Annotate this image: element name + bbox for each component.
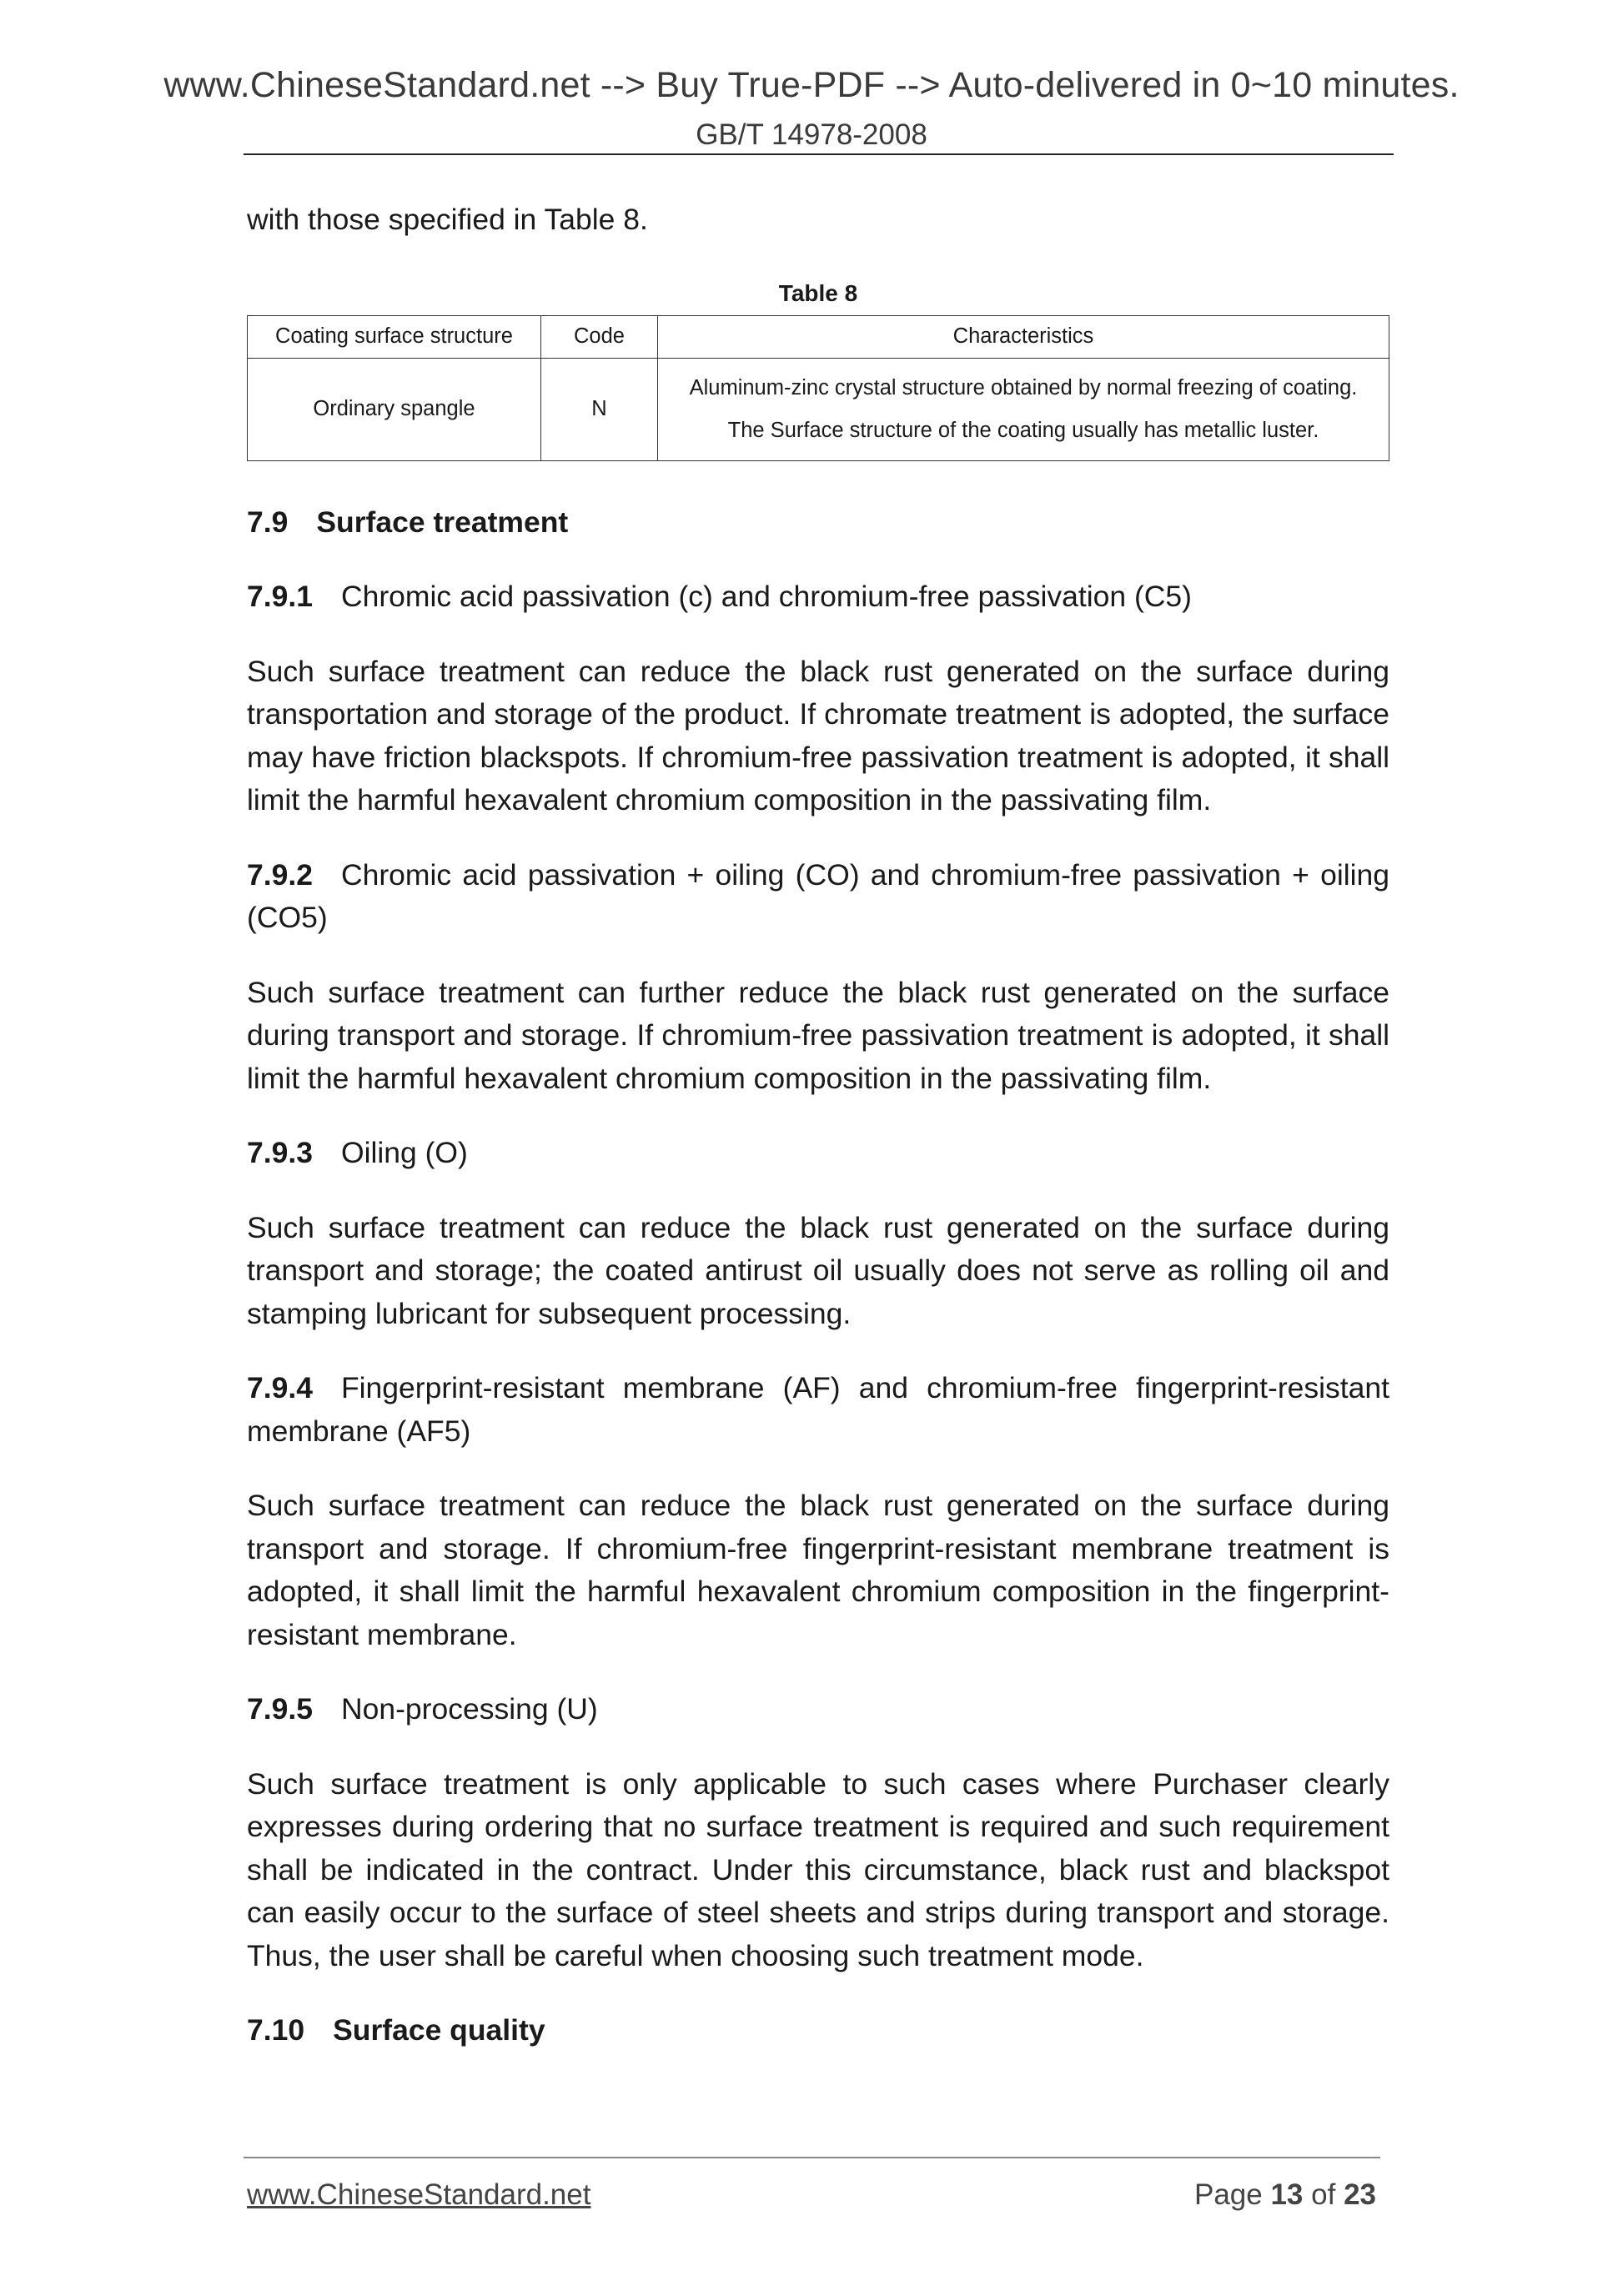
section-number: 7.9.1 xyxy=(247,580,313,613)
section-title: Chromic acid passivation + oiling (CO) and chromium-free passivation + oiling (CO5) xyxy=(247,857,1389,934)
column-header: Code xyxy=(541,315,658,358)
section-body: Such surface treatment can reduce the black rust generated on the surface during transport and storage. If chromium-free fingerprint-resistant membrane treatment is adopted, it shall limit the harmful hexavalent chromium composition in the fingerprint-resistant membrane. xyxy=(247,1489,1389,1651)
page-current: 13 xyxy=(1270,2178,1304,2211)
column-header: Characteristics xyxy=(658,315,1389,358)
table-cell-characteristics xyxy=(658,358,1389,460)
section-heading-7-9-4 xyxy=(247,1367,1389,1453)
section-number: 7.10 xyxy=(247,2013,305,2047)
characteristics-line: The Surface structure of the coating usually has metallic luster. xyxy=(727,418,1319,442)
section-title: Fingerprint-resistant membrane (AF) and chromium-free fingerprint-resistant membrane (AF5) xyxy=(247,1371,1389,1448)
section-heading-7-9 xyxy=(247,501,1389,545)
section-number: 7.9.3 xyxy=(247,1136,313,1169)
section-title: Surface quality xyxy=(333,2013,545,2047)
section-heading-7-10 xyxy=(247,2009,1389,2052)
intro-text: with those specified in Table 8. xyxy=(247,203,648,236)
characteristics-line: Aluminum-zinc crystal structure obtained by normal freezing of coating. xyxy=(689,375,1358,399)
section-title: Non-processing (U) xyxy=(340,1692,598,1726)
section-heading-7-9-2 xyxy=(247,854,1389,940)
table-row xyxy=(248,358,1389,460)
header-banner: www.ChineseStandard.net --> Buy True-PDF --> Auto-delivered in 0~10 minutes. xyxy=(163,65,1460,105)
footer-divider xyxy=(244,2157,1380,2158)
table-caption: Table 8 xyxy=(778,279,858,306)
section-title: Surface treatment xyxy=(316,505,569,539)
section-heading-7-9-3 xyxy=(247,1132,1389,1175)
document-body xyxy=(247,198,1389,2084)
section-body: Such surface treatment can reduce the black rust generated on the surface during transportation and storage of the product. If chromate treatment is adopted, the surface may have friction blackspots. If chromium-free passivation treatment is adopted, it shall limit the harmful hexavalent chromium composition in the passivating film. xyxy=(247,654,1389,816)
section-number: 7.9.5 xyxy=(247,1692,313,1726)
page-prefix: Page xyxy=(1193,2178,1263,2211)
table-header-row xyxy=(248,315,1389,358)
table-cell-structure: Ordinary spangle xyxy=(248,358,541,460)
table-8 xyxy=(247,315,1389,461)
section-number: 7.9.2 xyxy=(247,857,313,892)
page-of: of xyxy=(1311,2178,1336,2211)
section-heading-7-9-5 xyxy=(247,1688,1389,1731)
standard-code: GB/T 14978-2008 xyxy=(696,118,927,151)
section-body: Such surface treatment can reduce the black rust generated on the surface during transport and storage; the coated antirust oil usually does not serve as rolling oil and stamping lubricant for subsequent processing. xyxy=(247,1210,1389,1330)
section-title: Oiling (O) xyxy=(340,1136,468,1169)
page-number xyxy=(1194,2178,1376,2212)
column-header: Coating surface structure xyxy=(248,315,541,358)
table-cell-code: N xyxy=(541,358,658,460)
section-title: Chromic acid passivation (c) and chromium-free passivation (C5) xyxy=(340,580,1192,613)
section-number: 7.9 xyxy=(247,505,289,539)
page-total: 23 xyxy=(1344,2178,1376,2211)
section-number: 7.9.4 xyxy=(247,1371,313,1404)
section-heading-7-9-1 xyxy=(247,575,1389,619)
section-body: Such surface treatment is only applicable to such cases where Purchaser clearly expresses during ordering that no surface treatment is required and such requirement shall be indicated in the contract. Under this circumstance, black rust and blackspot can easily occur to the surface of steel sheets and strips during transport and storage. Thus, the user shall be careful when choosing such treatment mode. xyxy=(247,1766,1389,1972)
section-body: Such surface treatment can further reduce the black rust generated on the surface during transport and storage. If chromium-free passivation treatment is adopted, it shall limit the harmful hexavalent chromium composition in the passivating film. xyxy=(247,975,1389,1095)
header-divider xyxy=(244,153,1394,155)
footer-website-link[interactable]: www.ChineseStandard.net xyxy=(247,2178,591,2211)
